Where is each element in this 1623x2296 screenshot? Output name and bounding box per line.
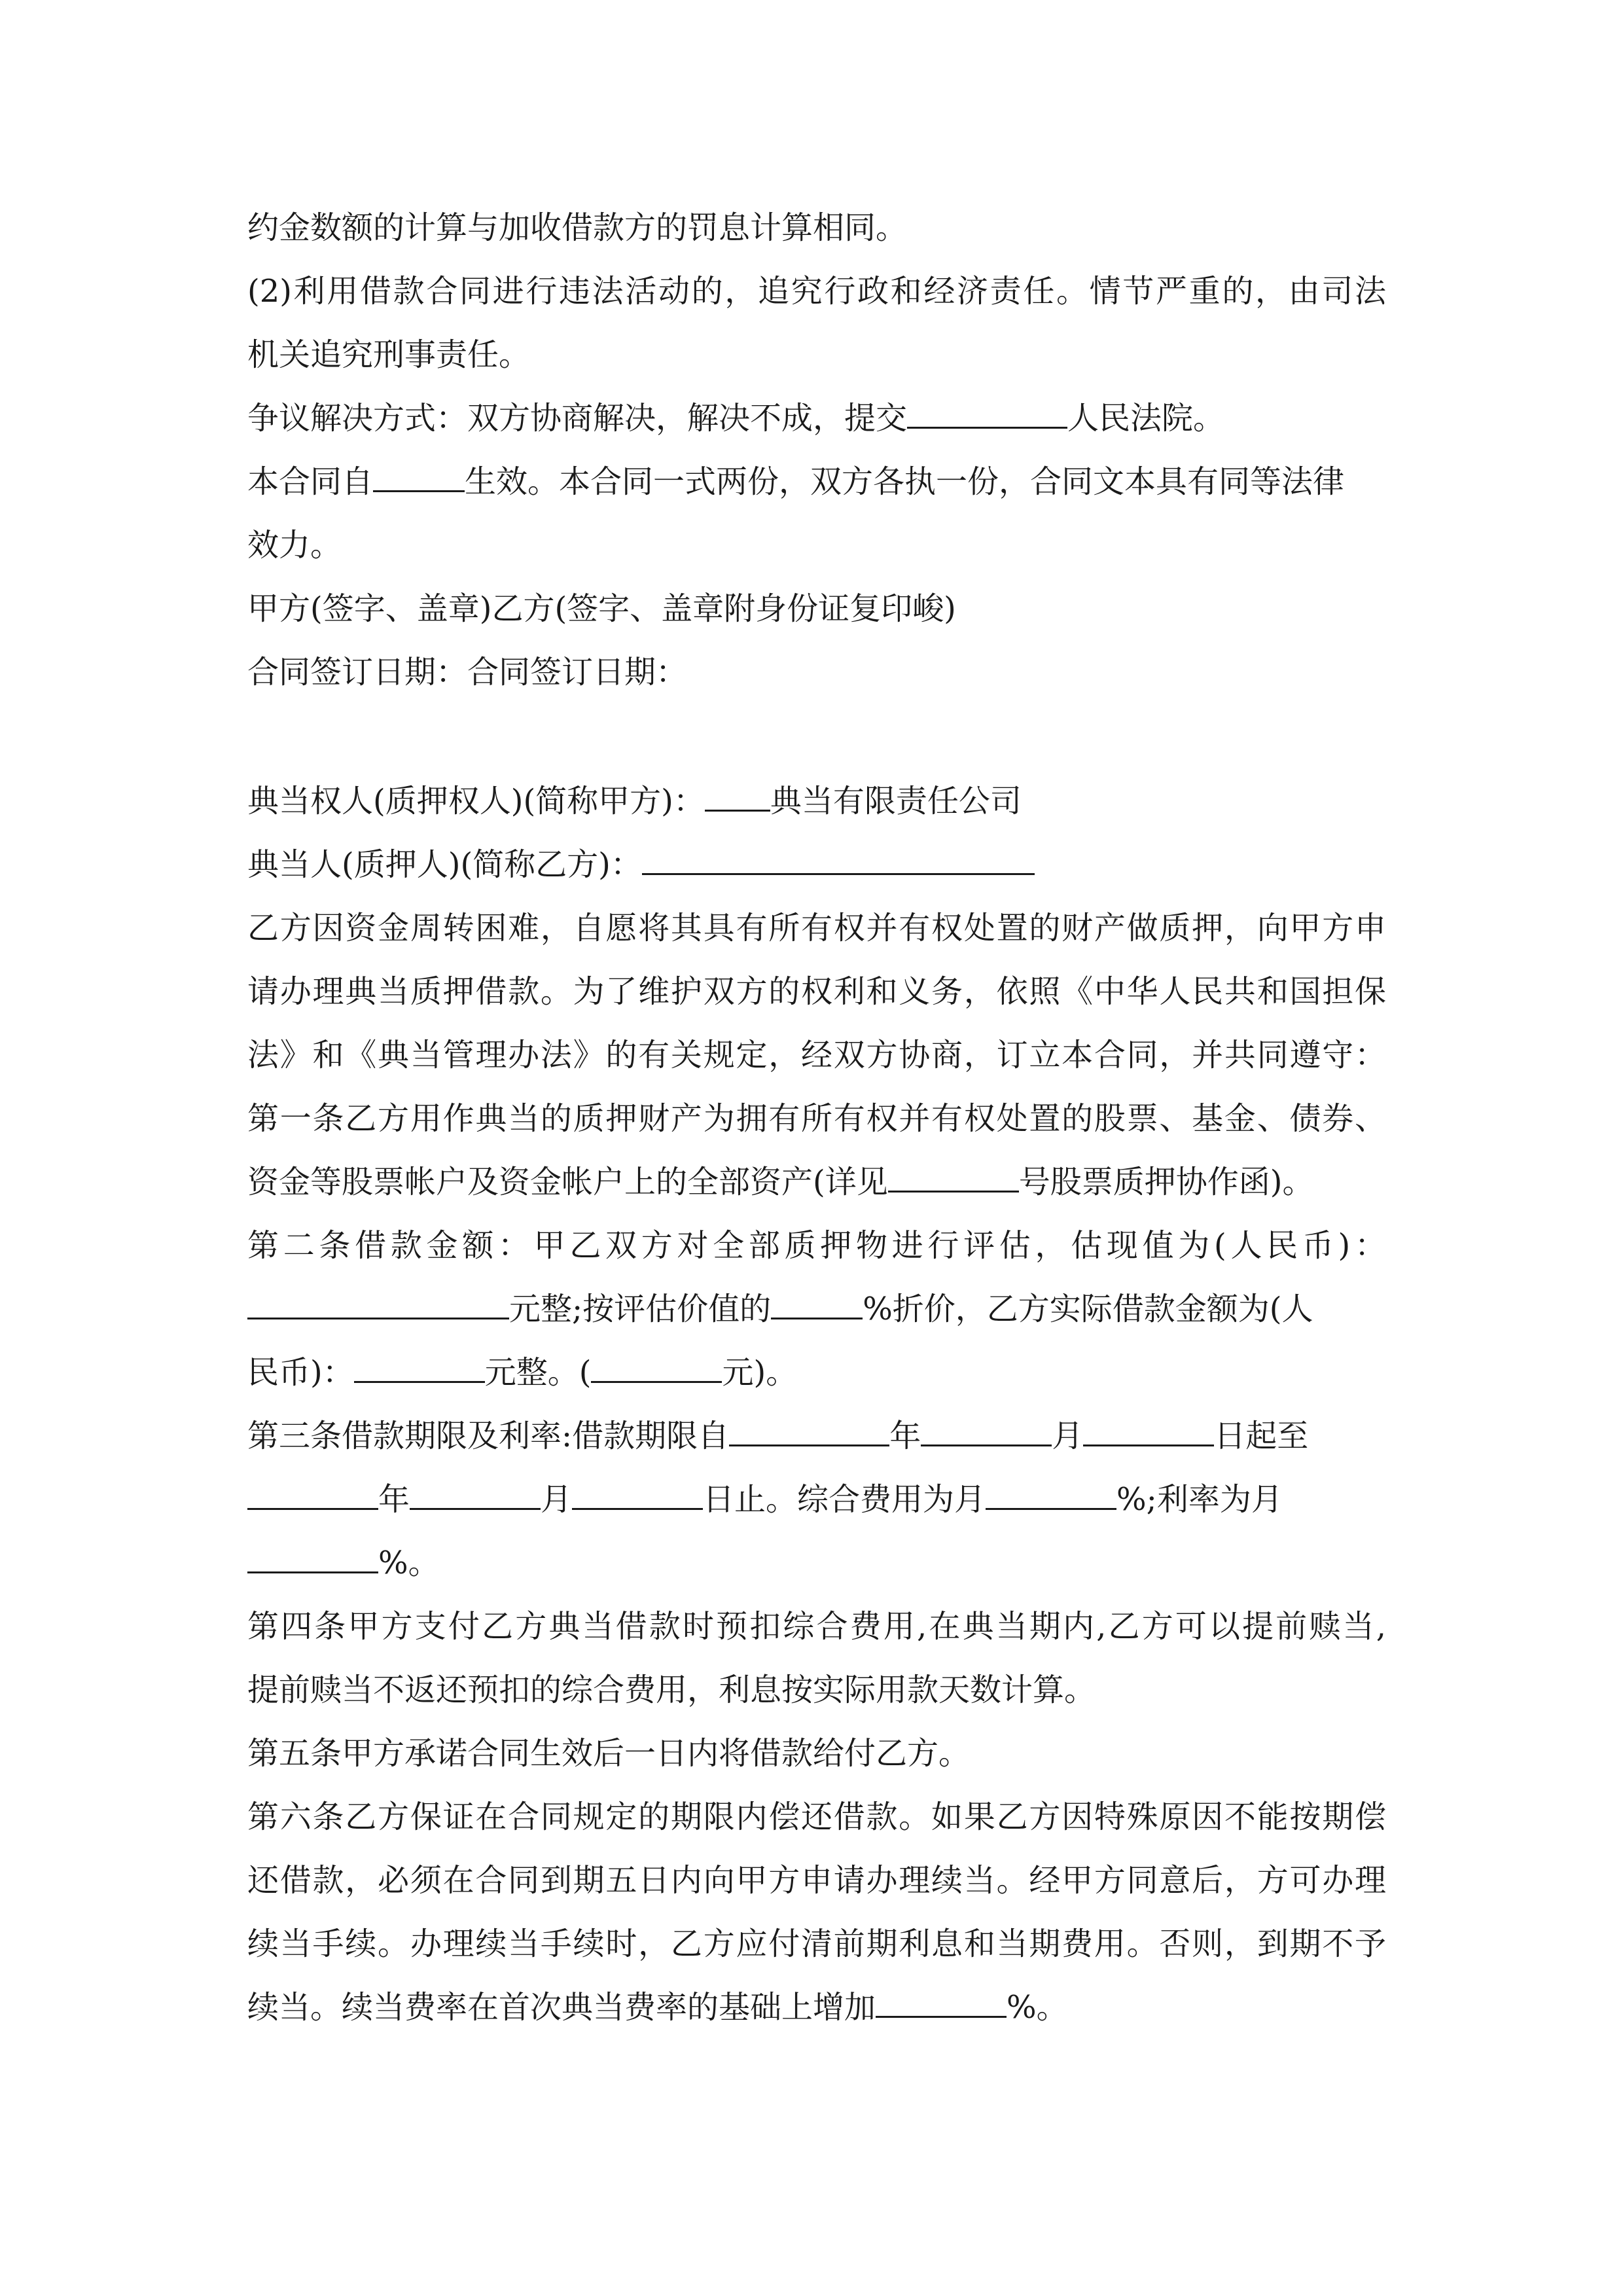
article-2-line: 元整;按评估价值的 %折价，乙方实际借款金额为(人 xyxy=(247,1278,1386,1341)
effective-date-line: 本合同自 生效。本合同一式两份，双方各执一份，合同文本具有同等法律 xyxy=(247,463,1345,500)
paragraph-line: (2)利用借款合同进行违法活动的，追究行政和经济责任。情节严重的，由司法 xyxy=(247,273,1386,310)
article-6-line: 续当。续当费率在首次典当费率的基础上增加 %。 xyxy=(247,1989,1068,2026)
article-1-line: 第一条乙方用作典当的质押财产为拥有所有权并有权处置的股票、基金、债券、 xyxy=(247,1100,1386,1137)
end-month-blank xyxy=(410,1482,541,1510)
loan-amount-blank xyxy=(354,1355,485,1383)
article-3-line: 第三条借款期限及利率:借款期限自 年 月 日起至 xyxy=(247,1418,1309,1454)
fee-rate-blank xyxy=(986,1482,1116,1510)
signature-line: 甲方(签字、盖章)乙方(签字、盖章附身份证复印峻) xyxy=(247,590,956,627)
court-blank xyxy=(907,401,1067,429)
article-6-line: 还借款，必须在合同到期五日内向甲方申请办理续当。经甲方同意后，方可办理 xyxy=(247,1862,1386,1899)
signing-date-line: 合同签订日期：合同签订日期： xyxy=(247,654,688,691)
paragraph-line: 约金数额的计算与加收借款方的罚息计算相同。 xyxy=(247,209,908,246)
article-2-line: 第二条借款金额：甲乙双方对全部质押物进行评估，估现值为(人民币)： xyxy=(247,1227,1386,1264)
dispute-resolution-line: 争议解决方式：双方协商解决，解决不成，提交 人民法院。 xyxy=(247,400,1225,437)
paragraph-line: 机关追究刑事责任。 xyxy=(247,336,531,373)
paragraph-line: 效力。 xyxy=(247,527,342,564)
article-3-line: 年 月 日止。综合费用为月 %;利率为月 xyxy=(247,1468,1386,1532)
pawner-name-blank xyxy=(642,847,1035,875)
end-day-blank xyxy=(572,1482,703,1510)
paragraph-line: 请办理典当质押借款。为了维护双方的权利和义务，依照《中华人民共和国担保 xyxy=(247,973,1386,1010)
document-page xyxy=(247,196,1386,2039)
paragraph-line: 法》和《典当管理办法》的有关规定，经双方协商，订立本合同，并共同遵守： xyxy=(247,1037,1386,1073)
article-1-line: 资金等股票帐户及资金帐户上的全部资产(详见 号股票质押协作函)。 xyxy=(247,1164,1314,1200)
start-month-blank xyxy=(921,1418,1052,1446)
loan-amount-figure-blank xyxy=(591,1355,722,1383)
interest-rate-blank xyxy=(247,1545,378,1573)
start-day-blank xyxy=(1083,1418,1214,1446)
article-4-line: 第四条甲方支付乙方典当借款时预扣综合费用,在典当期内,乙方可以提前赎当, xyxy=(247,1608,1386,1645)
agreement-number-blank xyxy=(888,1164,1019,1193)
valuation-amount-blank xyxy=(247,1291,509,1319)
article-2-line: 民币)： 元整。( 元)。 xyxy=(247,1354,798,1391)
start-year-blank xyxy=(729,1418,889,1446)
pawner-line: 典当人(质押人)(简称乙方)： xyxy=(247,833,1386,897)
article-5-line: 第五条甲方承诺合同生效后一日内将借款给付乙方。 xyxy=(247,1735,971,1772)
end-year-blank xyxy=(247,1482,378,1510)
pawnbroker-name-blank xyxy=(705,783,770,812)
article-6-line: 第六条乙方保证在合同规定的期限内偿还借款。如果乙方因特殊原因不能按期偿 xyxy=(247,1799,1386,1835)
effective-date-blank xyxy=(373,464,465,492)
paragraph-line: 乙方因资金周转困难，自愿将其具有所有权并有权处置的财产做质押，向甲方申 xyxy=(247,910,1386,946)
article-3-line: %。 xyxy=(247,1532,1386,1595)
article-4-line: 提前赎当不返还预扣的综合费用，利息按实际用款天数计算。 xyxy=(247,1672,1096,1708)
pawnbroker-line: 典当权人(质押权人)(简称甲方)： 典当有限责任公司 xyxy=(247,783,1022,819)
renewal-rate-blank xyxy=(876,1990,1007,2018)
discount-rate-blank xyxy=(771,1291,863,1319)
article-6-line: 续当手续。办理续当手续时，乙方应付清前期利息和当期费用。否则，到期不予 xyxy=(247,1926,1386,1962)
